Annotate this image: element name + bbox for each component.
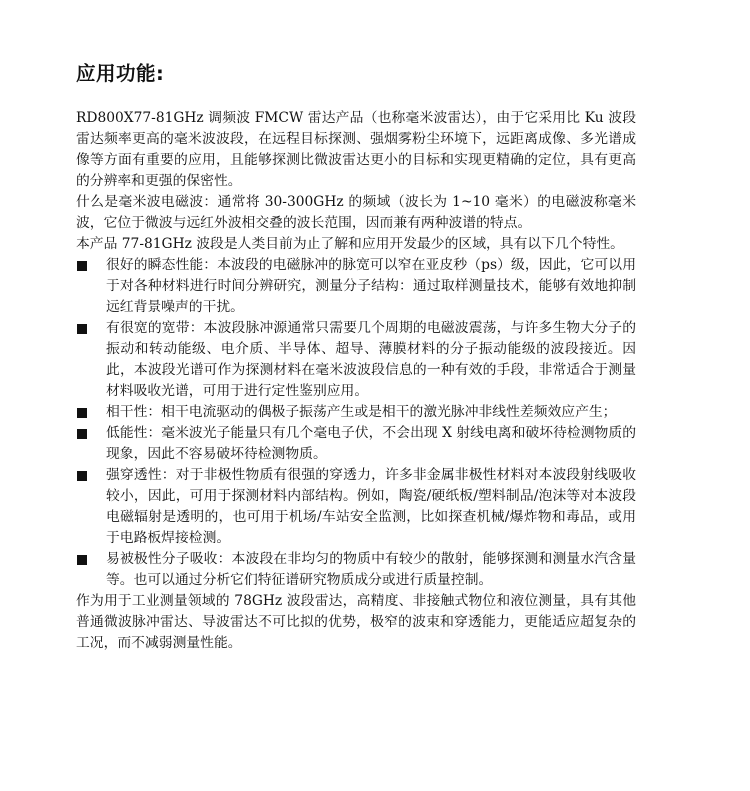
square-bullet-icon (77, 429, 87, 439)
conclusion-paragraph: 作为用于工业测量领域的 78GHz 波段雷达，高精度、非接触式物位和液位测量，具有其他普通微波脉冲雷达、导波雷达不可比拟的优势，极窄的波束和穿透能力，更能适应超复杂的工况，而不减弱测量性能。 (76, 593, 636, 651)
list-item (76, 318, 636, 402)
feature-text: 很好的瞬态性能：本波段的电磁脉冲的脉宽可以窄在亚皮秒（ps）级，因此，它可以用于对各种材料进行时间分辨研究，测量分子结构：通过取样测量技术，能够有效地抑制远红背景噪声的干扰。 (106, 257, 636, 315)
square-bullet-icon (77, 324, 87, 334)
list-item (76, 255, 636, 318)
square-bullet-icon (77, 261, 87, 271)
list-item (76, 465, 636, 549)
feature-text: 易被极性分子吸收：本波段在非均匀的物质中有较少的散射，能够探测和测量水汽含量等。也可以通过分析它们特征谱研究物质成分或进行质量控制。 (106, 551, 636, 588)
list-item (76, 549, 636, 591)
list-item (76, 402, 636, 423)
band-paragraph: 本产品 77-81GHz 波段是人类目前为止了解和应用开发最少的区域，具有以下几个特性。 (76, 236, 624, 252)
feature-list (76, 255, 636, 591)
square-bullet-icon (77, 471, 87, 481)
feature-text: 有很宽的宽带：本波段脉冲源通常只需要几个周期的电磁波震荡，与许多生物大分子的振动和转动能级、电介质、半导体、超导、薄膜材料的分子振动能级的波段接近。因此，本波段光谱可作为探测材料在毫米波波段信息的一种有效的手段，非常适合于测量材料吸收光谱，可用于进行定性鉴别应用。 (106, 320, 636, 399)
definition-paragraph: 什么是毫米波电磁波：通常将 30-300GHz 的频域（波长为 1~10 毫米）的电磁波称毫米波，它位于微波与远红外波相交叠的波长范围，因而兼有两种波谱的特点。 (76, 194, 636, 231)
intro-paragraph: RD800X77-81GHz 调频波 FMCW 雷达产品（也称毫米波雷达），由于它采用比 Ku 波段雷达频率更高的毫米波波段，在远程目标探测、强烟雾粉尘环境下，远距离成像、多光谱成像等方面有重要的应用，且能够探测比微波雷达更小的目标和实现更精确的定位，具有更高的分辨率和更强的保密性。 (76, 110, 636, 189)
feature-text: 低能性：毫米波光子能量只有几个毫电子伏，不会出现 X 射线电离和破坏待检测物质的现象，因此不容易破坏待检测物质。 (106, 425, 636, 462)
square-bullet-icon (77, 555, 87, 565)
feature-text: 相干性：相干电流驱动的偶极子振荡产生或是相干的激光脉冲非线性差频效应产生； (106, 404, 617, 420)
document-body (76, 108, 636, 654)
list-item (76, 423, 636, 465)
square-bullet-icon (77, 408, 87, 418)
feature-text: 强穿透性：对于非极性物质有很强的穿透力，许多非金属非极性材料对本波段射线吸收较小，因此，可用于探测材料内部结构。例如，陶瓷/硬纸板/塑料制品/泡沫等对本波段电磁辐射是透明的，也可用于机场/车站安全监测，比如探查机械/爆炸物和毒品，或用于电路板焊接检测。 (106, 467, 636, 546)
section-heading: 应用功能: (76, 62, 165, 85)
